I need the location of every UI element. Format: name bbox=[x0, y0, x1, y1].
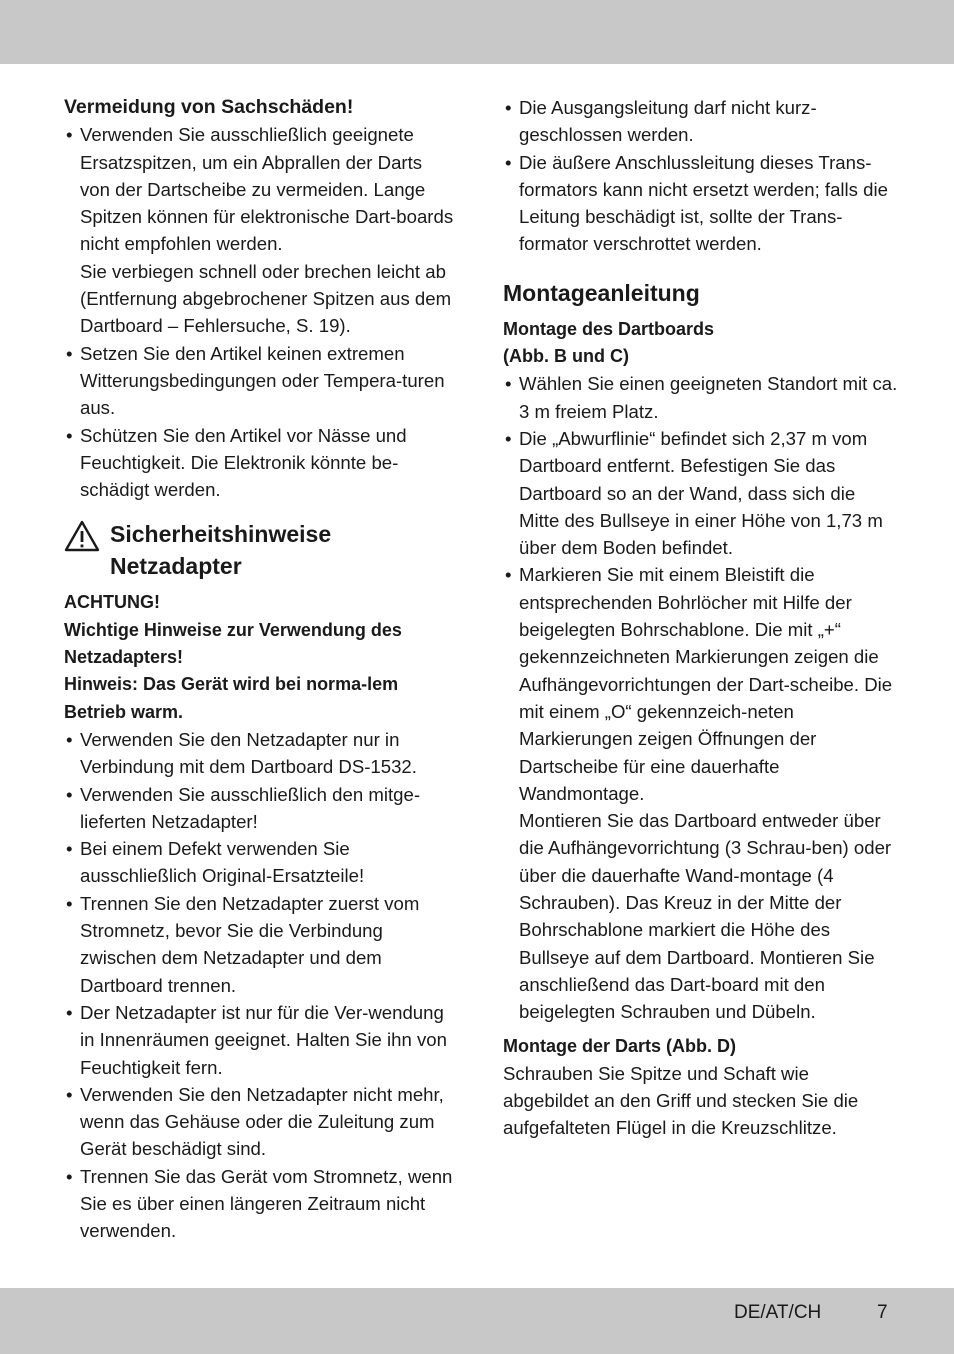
darts-heading: Montage der Darts (Abb. D) bbox=[503, 1035, 737, 1056]
list-item: • Verwenden Sie den Netzadapter nur in Verbindung mit dem Dartboard DS-1532. bbox=[64, 726, 456, 781]
dartboard-heading-line1: Montage des Dartboards bbox=[503, 318, 715, 339]
page-number: 7 bbox=[877, 1302, 888, 1323]
list-item: • Die äußere Anschlussleitung dieses Trans-formators kann nicht ersetzt werden; falls die Leitung beschädigt ist, sollte der Trans-formator verschrottet werden. bbox=[503, 149, 898, 258]
darts-text: Schrauben Sie Spitze und Schaft wie abgebildet an den Griff und stecken Sie die aufgefalteten Flügel in die Kreuzschlitze. bbox=[503, 1062, 859, 1139]
dartboard-heading bbox=[503, 316, 898, 371]
safety-title-line2: Netzadapter bbox=[110, 553, 242, 580]
list-item: • Trennen Sie den Netzadapter zuerst vom Stromnetz, bevor Sie die Verbindung zwischen dem Netzadapter und dem Dartboard trennen. bbox=[64, 890, 456, 999]
list-item bbox=[64, 422, 456, 504]
list-item-continuation: Montieren Sie das Dartboard entweder über die Aufhängevorrichtung (3 Schrau-ben) oder über die dauerhafte Wand-montage (4 Schrauben). Das Kreuz in der Mitte der Bohrschablone markiert die Höhe des Bullseye auf dem Dartboard. Montieren Sie anschließend das Dart-board mit den beigelegten Schrauben und Dübeln. bbox=[519, 810, 892, 1023]
list-item-text: Markieren Sie mit einem Bleistift die entsprechenden Bohrlöcher mit Hilfe der beigelegten Bohrschablone. Die mit „+“ gekennzeichneten Markierungen zeigen die Aufhängevorrichtungen der Dart-scheibe. Die mit einem „O“ gekennzeich-neten Markierungen zeigen Öffnungen der Dartscheibe für eine dauerhafte Wandmontage. bbox=[519, 564, 893, 804]
safety-list bbox=[64, 726, 456, 1245]
dartboard-heading-line2: (Abb. B und C) bbox=[503, 346, 629, 367]
right-column bbox=[503, 94, 898, 1142]
damage-list bbox=[64, 121, 456, 503]
dartboard-list bbox=[503, 370, 898, 1025]
important-notice: Wichtige Hinweise zur Verwendung des Netzadapters! bbox=[64, 619, 402, 668]
list-item-continuation: Sie verbiegen schnell oder brechen leicht ab (Entfernung abgebrochener Spitzen aus dem Dartboard – Fehlersuche, S. 19). bbox=[80, 260, 452, 337]
list-item bbox=[503, 561, 898, 1025]
damage-heading: Vermeidung von Sachschäden! bbox=[64, 96, 354, 118]
list-item: • Verwenden Sie ausschließlich den mitge-lieferten Netzadapter! bbox=[64, 781, 456, 836]
safety-title-line1: Sicherheitshinweise bbox=[110, 521, 332, 548]
list-item bbox=[503, 425, 898, 561]
list-item: • Trennen Sie das Gerät vom Stromnetz, wenn Sie es über einen längeren Zeitraum nicht verwenden. bbox=[64, 1163, 456, 1245]
list-item: • Die Ausgangsleitung darf nicht kurz-geschlossen werden. bbox=[503, 94, 898, 149]
list-item bbox=[64, 121, 456, 339]
list-item: • Der Netzadapter ist nur für die Ver-wendung in Innenräumen geeignet. Halten Sie ihn von Feuchtigkeit fern. bbox=[64, 999, 456, 1081]
list-item bbox=[503, 370, 898, 425]
header-band bbox=[0, 0, 954, 64]
warning-triangle-icon bbox=[64, 520, 100, 552]
list-item: • Verwenden Sie den Netzadapter nicht mehr, wenn das Gehäuse oder die Zuleitung zum Gerät beschädigt sind. bbox=[64, 1081, 456, 1163]
assembly-heading: Montageanleitung bbox=[503, 279, 700, 306]
left-column bbox=[64, 94, 456, 1245]
warm-note: Hinweis: Das Gerät wird bei norma-lem Betrieb warm. bbox=[64, 674, 399, 722]
adapter-list-continued bbox=[503, 94, 898, 258]
list-item-text: Wählen Sie einen geeigneten Standort mit ca. 3 m freiem Platz. bbox=[519, 373, 898, 422]
safety-heading bbox=[64, 518, 456, 582]
attention-label: ACHTUNG! bbox=[64, 592, 160, 613]
list-item bbox=[64, 340, 456, 422]
list-item-text: Verwenden Sie ausschließlich geeignete Ersatzspitzen, um ein Abprallen der Darts von der Dartscheibe zu vermeiden. Lange Spitzen können für elektronische Dart-boards nicht empfohlen werden. bbox=[80, 124, 454, 255]
list-item-text: Die „Abwurflinie“ befindet sich 2,37 m vom Dartboard entfernt. Befestigen Sie das Dartboard so an der Wand, dass sich die Mitte des Bullseye in einer Höhe von 1,73 m über dem Boden befindet. bbox=[519, 427, 883, 559]
list-item-text: Setzen Sie den Artikel keinen extremen Witterungsbedingungen oder Tempera-turen aus. bbox=[80, 342, 445, 419]
list-item-text: Schützen Sie den Artikel vor Nässe und Feuchtigkeit. Die Elektronik könnte be-schädigt werden. bbox=[80, 424, 407, 501]
footer-region: DE/AT/CH bbox=[734, 1302, 822, 1323]
list-item: • Bei einem Defekt verwenden Sie ausschließlich Original-Ersatzteile! bbox=[64, 835, 456, 890]
